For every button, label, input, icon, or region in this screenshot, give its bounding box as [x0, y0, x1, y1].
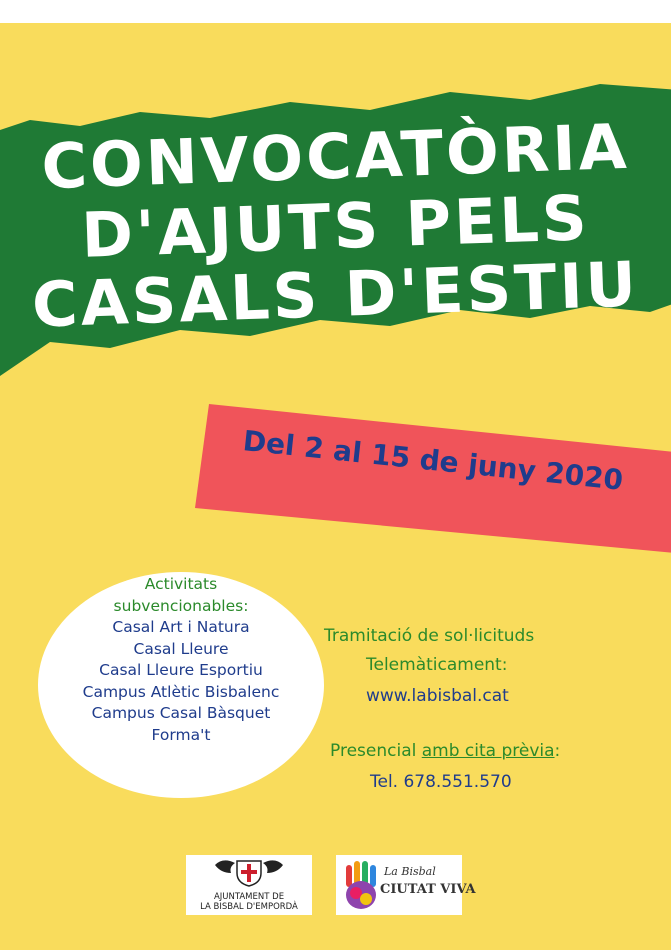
ajuntament-name-line-1: AJUNTAMENT DE [213, 892, 285, 902]
ajuntament-name-line-2: LA BISBAL D'EMPORDÀ [200, 902, 298, 912]
activities-heading-line-2: subvencionables: [113, 596, 249, 615]
activity-item: Casal Lleure [133, 639, 229, 658]
activity-item: Casal Art i Natura [112, 618, 250, 636]
activity-item: Campus Casal Bàsquet [91, 704, 271, 722]
website-link[interactable]: www.labisbal.cat [366, 686, 509, 706]
phone-number: Tel. 678.551.570 [370, 772, 512, 792]
ciutat-viva-logo [336, 855, 476, 915]
title-line-1: CONVOCATÒRIA [40, 109, 631, 204]
tramitacio-heading: Tramitació de sol·licituds [324, 626, 535, 646]
title-line-3: CASALS D'ESTIU [30, 247, 641, 342]
activities-list [38, 574, 324, 746]
activity-item: Forma't [151, 725, 211, 744]
ajuntament-name [186, 892, 312, 912]
coat-of-arms-icon [213, 857, 285, 887]
presencial-line [330, 741, 560, 761]
cita-previa-label: amb cita prèvia [421, 741, 555, 761]
telematicament-label: Telemàticament: [366, 655, 508, 675]
ciutat-viva-town: La Bisbal [384, 865, 436, 878]
presencial-label: Presencial [330, 741, 417, 761]
title-line-2: D'AJUTS PELS [80, 181, 591, 272]
activities-heading-line-1: Activitats [144, 575, 218, 593]
presencial-colon: : [554, 741, 561, 761]
activity-item: Casal Lleure Esportiu [99, 661, 263, 679]
colorful-hand-icon [342, 859, 382, 913]
ciutat-viva-slogan: CIUTAT VIVA [380, 882, 476, 897]
date-range: Del 2 al 15 de juny 2020 [241, 424, 625, 497]
activity-item: Campus Atlètic Bisbalenc [82, 682, 280, 701]
ajuntament-logo [186, 855, 312, 915]
